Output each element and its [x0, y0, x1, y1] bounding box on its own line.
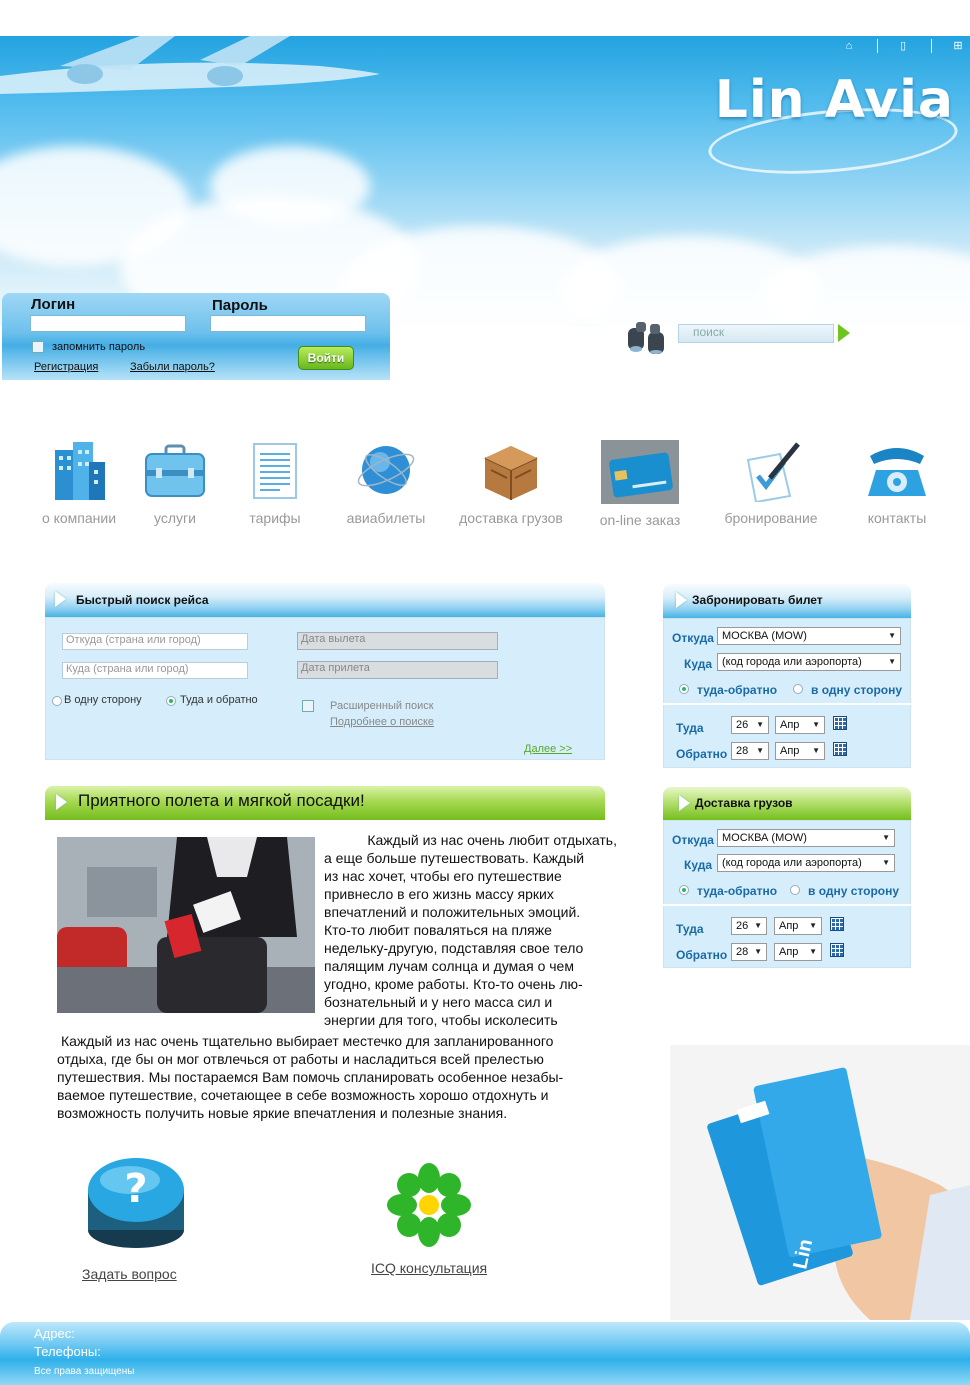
nav-label: услуги: [154, 510, 196, 526]
there-day-select[interactable]: 26 ▼: [731, 917, 767, 935]
remember-label: запомнить пароль: [52, 341, 146, 353]
article-line: возможность получить новые яркие впечатления и полезные знания.: [57, 1105, 508, 1121]
article-line: впечатлений и положительных эмоций.: [324, 904, 581, 920]
from-select[interactable]: МОСКВА (MOW) ▼: [717, 829, 895, 847]
footer: [0, 1322, 970, 1385]
one-way-label: В одну сторону: [64, 694, 142, 706]
back-month-select[interactable]: Апр ▼: [774, 943, 822, 961]
extended-search-checkbox[interactable]: [302, 700, 314, 712]
search-help-link[interactable]: Подробнее о поиске: [330, 716, 435, 728]
password-label: Пароль: [212, 297, 268, 314]
brand-logo: Lin Avia: [714, 70, 954, 130]
from-select[interactable]: МОСКВА (MOW) ▼: [717, 627, 901, 645]
back-label: Обратно: [676, 747, 728, 761]
departure-city-input[interactable]: Откуда (страна или город): [62, 633, 248, 650]
divider: [663, 703, 911, 705]
copyright: Все права защищены: [34, 1366, 135, 1377]
to-select[interactable]: (код города или аэропорта) ▼: [717, 653, 901, 671]
ask-question-link[interactable]: Задать вопрос: [82, 1266, 177, 1282]
round-trip-label: туда-обратно: [697, 683, 778, 697]
article-headline: Приятного полета и мягкой посадки!: [78, 791, 365, 810]
icq-flower-icon: [384, 1160, 474, 1250]
round-trip-label: туда-обратно: [697, 884, 778, 898]
back-day-select[interactable]: 28 ▼: [731, 742, 769, 760]
nav-item-cargo[interactable]: [450, 440, 572, 532]
nav-item-tariffs[interactable]: [230, 440, 320, 532]
tickets-promo-image: [670, 1045, 970, 1320]
round-trip-radio[interactable]: [679, 684, 689, 694]
divider: [931, 39, 932, 53]
one-way-label: в одну сторону: [811, 683, 903, 697]
one-way-radio[interactable]: [52, 696, 62, 706]
from-label: Откуда: [672, 833, 714, 847]
binoculars-icon: [626, 318, 674, 354]
nav-label: о компании: [41, 510, 117, 526]
login-button[interactable]: Войти: [298, 346, 354, 370]
article-line: недельку-другую, подставляя свое тело: [324, 940, 584, 956]
one-way-label: в одну сторону: [808, 884, 900, 898]
nav-label: доставка грузов: [459, 510, 563, 526]
to-select[interactable]: (код города или аэропорта) ▼: [717, 854, 895, 872]
search-submit-arrow-icon[interactable]: [838, 324, 850, 342]
to-label: Куда: [684, 858, 712, 872]
crate-icon: [481, 440, 541, 502]
globe-icon: [354, 440, 418, 502]
nav-item-contacts[interactable]: [852, 440, 942, 532]
question-mark-icon: [78, 1150, 198, 1255]
nav-item-online-order[interactable]: [590, 440, 690, 532]
arrival-date-input[interactable]: Дата прилета: [297, 661, 498, 679]
ticket-label: Lin: [789, 1237, 818, 1272]
article-line: а еще больше путешествовать. Каждый: [324, 850, 585, 866]
nav-item-air-tickets[interactable]: [336, 440, 436, 532]
arrow-right-icon: [679, 795, 690, 811]
quick-search-title: Быстрый поиск рейса: [76, 593, 209, 607]
article-line: бознательный и у него масса сил и: [324, 994, 553, 1010]
cargo-title: Доставка грузов: [695, 796, 793, 810]
book-ticket-title: Забронировать билет: [692, 593, 823, 607]
address-label: Адрес:: [34, 1326, 75, 1341]
round-trip-label: Туда и обратно: [180, 694, 258, 706]
arrow-right-icon: [56, 794, 67, 810]
divider: [877, 39, 878, 53]
phones-label: Телефоны:: [34, 1344, 101, 1359]
divider: [663, 904, 911, 906]
login-input[interactable]: [30, 315, 186, 332]
article-line: Кто-то любит поваляться на пляже: [324, 922, 552, 938]
article-line: привнесло в его жизнь массу ярких: [324, 886, 554, 902]
suitcase-icon: [144, 440, 206, 502]
nav-label: авиабилеты: [346, 510, 426, 526]
article-line: угодно, кроме работы. Кто-то очень лю-: [324, 976, 583, 992]
nav-label: on-line заказ: [599, 512, 681, 528]
login-label: Логин: [31, 296, 76, 313]
pen-checklist-icon: [740, 440, 802, 502]
search-input[interactable]: поиск: [678, 324, 834, 343]
sitemap-icon[interactable]: ⊞: [953, 40, 963, 52]
nav-item-booking[interactable]: [712, 440, 830, 532]
forgot-password-link[interactable]: Забыли пароль?: [130, 361, 215, 373]
svg-text:?: ?: [124, 1166, 148, 1212]
icq-consultation-link[interactable]: ICQ консультация: [371, 1260, 488, 1276]
article-line: из нас хочет, чтобы его путешествие: [324, 868, 562, 884]
nav-label: контакты: [867, 510, 927, 526]
departure-date-input[interactable]: Дата вылета: [297, 632, 498, 650]
password-input[interactable]: [210, 315, 366, 332]
ask-question-button[interactable]: [78, 1150, 198, 1255]
nav-item-about[interactable]: [29, 440, 129, 532]
next-link[interactable]: Далее >>: [524, 743, 573, 755]
nav-label: бронирование: [724, 510, 818, 526]
arrow-right-icon: [55, 591, 66, 607]
there-label: Туда: [676, 721, 704, 735]
home-icon[interactable]: ⌂: [845, 40, 853, 52]
one-way-radio[interactable]: [793, 684, 803, 694]
article-line: отдыха, где бы он мог отвлечься от работы и насладиться всей прелестью: [57, 1051, 544, 1067]
article-line: энергии для того, чтобы исколесить: [324, 1012, 558, 1028]
traveler-photo: [57, 837, 315, 1013]
article-line: Каждый из нас очень любит отдыхать,: [367, 832, 617, 848]
article-line: ваемое путешествие, сочетающее в себе возможность хорошо отдохнуть и: [57, 1087, 549, 1103]
telephone-icon: [864, 440, 930, 502]
calendar-icon[interactable]: [833, 742, 847, 756]
calendar-icon[interactable]: [830, 943, 844, 957]
document-list-icon: [250, 440, 300, 502]
buildings-icon: [49, 440, 109, 502]
from-label: Откуда: [672, 631, 714, 645]
back-month-select[interactable]: Апр ▼: [775, 742, 825, 760]
calendar-icon[interactable]: [830, 917, 844, 931]
back-day-select[interactable]: 28 ▼: [731, 943, 767, 961]
extended-search-label: Расширенный поиск: [330, 700, 434, 712]
calendar-icon[interactable]: [833, 716, 847, 730]
icq-button[interactable]: [384, 1160, 474, 1250]
article-line: Каждый из нас очень тщательно выбирает местечко для запланированного: [61, 1033, 554, 1049]
article-side-text: [324, 831, 617, 1029]
there-day-select[interactable]: 26 ▼: [731, 716, 769, 734]
nav-item-services[interactable]: [130, 440, 220, 532]
one-way-radio[interactable]: [790, 885, 800, 895]
nav-label: тарифы: [249, 510, 301, 526]
article-full-text: [57, 1032, 617, 1122]
airplane-image: [0, 36, 400, 116]
there-label: Туда: [676, 922, 704, 936]
credit-card-icon: [601, 440, 679, 504]
to-label: Куда: [684, 657, 712, 671]
register-link[interactable]: Регистрация: [34, 361, 99, 373]
remember-checkbox[interactable]: [32, 341, 44, 353]
arrival-city-input[interactable]: Куда (страна или город): [62, 662, 248, 679]
round-trip-radio[interactable]: [679, 885, 689, 895]
cloud: [210, 146, 370, 226]
article-line: путешествия. Мы постараемся Вам помочь спланировать особенное незабы-: [57, 1069, 564, 1085]
round-trip-radio[interactable]: [166, 696, 176, 706]
arrow-right-icon: [676, 592, 687, 608]
article-line: палящим лучам солнца и думая о чем: [324, 958, 574, 974]
there-month-select[interactable]: Апр ▼: [774, 917, 822, 935]
there-month-select[interactable]: Апр ▼: [775, 716, 825, 734]
back-label: Обратно: [676, 948, 728, 962]
document-icon[interactable]: ▯: [899, 40, 907, 52]
